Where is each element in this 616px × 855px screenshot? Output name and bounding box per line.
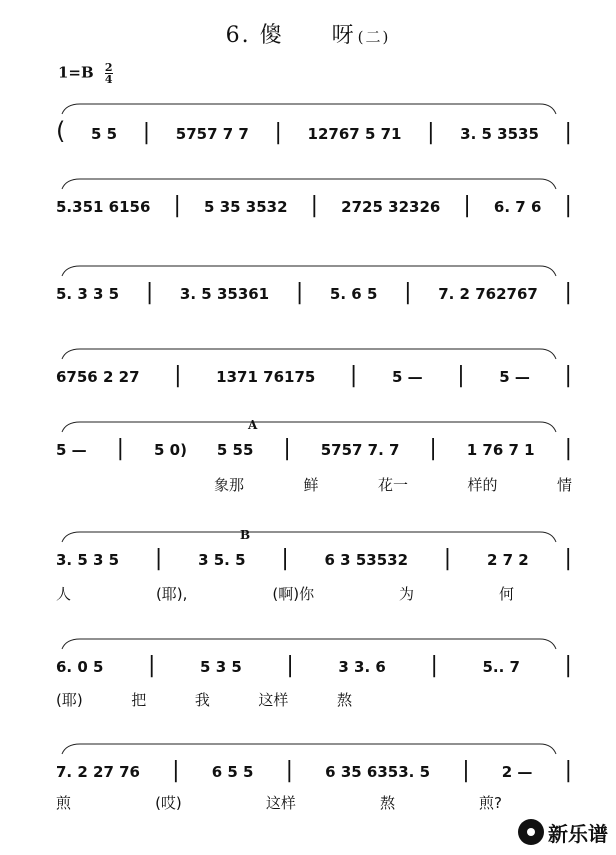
- note-group: 5757 7 7: [175, 125, 249, 143]
- lyric-word: 样的: [467, 476, 498, 494]
- logo-text: 新乐谱: [548, 821, 608, 846]
- time-denominator: 4: [104, 73, 113, 86]
- bar-line: |: [274, 120, 282, 145]
- note-group: 5.. 7: [482, 658, 520, 676]
- slur-curve: [62, 532, 556, 542]
- lyric-word: 这样: [258, 691, 289, 709]
- notation-line: [56, 653, 572, 678]
- note-group: 5 3 5: [200, 658, 242, 676]
- note-group: 5 —: [56, 441, 87, 459]
- bar-line: |: [173, 193, 181, 218]
- notation-line: [56, 363, 572, 388]
- slur-curve: [62, 349, 556, 359]
- bar-line: |: [310, 193, 319, 218]
- notation-line: [56, 758, 572, 783]
- lyrics-line-3: [56, 689, 572, 710]
- lyric-word: 情: [556, 476, 572, 494]
- bar-line: |: [564, 120, 572, 145]
- bar-line: |: [404, 280, 412, 305]
- lyric-word: 煎?: [479, 794, 502, 812]
- slur-curve: [62, 104, 556, 114]
- lyric-word: 这样: [265, 794, 296, 812]
- staff-row: [0, 528, 616, 578]
- lyric-word: 我: [194, 691, 210, 709]
- staff-row: [0, 418, 616, 468]
- note-group: 6 5 5: [211, 763, 254, 781]
- note-group: 5 55: [216, 441, 254, 459]
- bar-line: |: [564, 280, 572, 305]
- key-text: 1=B: [58, 63, 94, 82]
- lyric-word: 把: [131, 691, 147, 709]
- bar-line: |: [172, 758, 180, 783]
- staff-row: [0, 740, 616, 790]
- note-group: 5.351 6156: [56, 198, 151, 216]
- note-group: 5757 7. 7: [320, 441, 400, 459]
- bar-line: |: [564, 193, 572, 218]
- notation-line: [56, 546, 572, 571]
- bar-line: |: [174, 363, 182, 388]
- note-group: 7. 2 27 76: [56, 763, 140, 781]
- note-group: 2725 32326: [341, 198, 441, 216]
- lyric-word: 何: [498, 585, 514, 603]
- note-group: 5 0): [153, 441, 187, 459]
- note-group: 2 7 2: [486, 551, 529, 569]
- title-text: 6. 傻 呀: [225, 23, 356, 48]
- note-group: 5 5: [91, 125, 118, 143]
- lyrics-line-2: [56, 583, 572, 604]
- note-group: 3 3. 6: [338, 658, 386, 676]
- note-group: 1 76 7 1: [466, 441, 535, 459]
- lyric-word: 人: [56, 585, 72, 603]
- note-group: 2 —: [501, 763, 533, 781]
- bar-line: |: [142, 120, 151, 145]
- note-group: 5 —: [499, 368, 530, 386]
- bar-line: |: [443, 546, 452, 571]
- bar-line: |: [154, 546, 163, 571]
- bar-line: |: [564, 653, 572, 678]
- time-numerator: 2: [104, 61, 113, 74]
- note-group: 6. 0 5: [56, 658, 104, 676]
- bar-line: |: [295, 280, 304, 305]
- bar-line: |: [145, 280, 154, 305]
- note-group: 5. 3 3 5: [56, 285, 120, 303]
- bar-line: |: [283, 436, 291, 461]
- music-disc-icon: [518, 819, 544, 845]
- note-group: 6756 2 27: [56, 368, 140, 386]
- notation-line: [56, 193, 572, 218]
- lyric-word: (哎): [155, 794, 182, 812]
- note-group: 1371 76175: [216, 368, 316, 386]
- bar-line: |: [148, 653, 156, 678]
- note-group: 3. 5 3 5: [56, 551, 120, 569]
- lyric-word: (耶): [56, 691, 83, 709]
- score-title: [0, 18, 616, 49]
- bar-line: |: [564, 546, 572, 571]
- lyric-word: 象那: [214, 476, 245, 494]
- bar-line: |: [463, 193, 471, 218]
- lyric-word: 煎: [56, 794, 72, 812]
- lyrics-line-4: [56, 792, 572, 813]
- note-group: 12767 5 71: [307, 125, 402, 143]
- note-group: 5. 6 5: [329, 285, 378, 303]
- staff-row: [0, 175, 616, 225]
- notation-line: [56, 436, 572, 461]
- lyric-word: 熬: [379, 794, 395, 812]
- bar-line: |: [281, 546, 289, 571]
- staff-row: [0, 635, 616, 685]
- slur-curve: [62, 422, 556, 432]
- watermark-logo: [518, 817, 608, 847]
- lyric-word: (啊)你: [272, 585, 315, 603]
- lyric-word: (耶),: [155, 585, 188, 603]
- staff-row: [0, 262, 616, 312]
- note-group: 5 35 3532: [204, 198, 288, 216]
- bar-line: |: [116, 436, 125, 461]
- note-group: 6 35 6353. 5: [325, 763, 431, 781]
- note-group: 3. 5 3535: [460, 125, 539, 143]
- staff-row: [0, 345, 616, 395]
- bar-line: |: [564, 436, 572, 461]
- note-group: 5 —: [391, 368, 423, 386]
- slur-curve: [62, 179, 556, 189]
- bar-line: |: [430, 653, 438, 678]
- lyric-word: 花一: [377, 476, 408, 494]
- bar-line: |: [349, 363, 358, 388]
- key-signature: [58, 62, 113, 85]
- staff-row: [0, 100, 616, 150]
- note-group: 6. 7 6: [493, 198, 542, 216]
- section-mark: A: [248, 418, 258, 432]
- title-subtitle: (二): [357, 28, 391, 46]
- note-group: 6 3 53532: [324, 551, 409, 569]
- lyric-word: 熬: [336, 691, 352, 709]
- bar-line: |: [285, 758, 294, 783]
- bar-line: |: [457, 363, 465, 388]
- note-group: 7. 2 762767: [438, 285, 538, 303]
- note-group: (: [56, 117, 66, 145]
- bar-line: |: [564, 758, 572, 783]
- notation-line: [56, 117, 572, 145]
- time-signature: [105, 62, 113, 85]
- bar-line: |: [429, 436, 437, 461]
- slur-curve: [62, 266, 556, 276]
- section-mark: B: [240, 528, 251, 542]
- bar-line: |: [462, 758, 470, 783]
- slur-curve: [62, 744, 556, 754]
- bar-line: |: [564, 363, 572, 388]
- bar-line: |: [427, 120, 435, 145]
- slur-curve: [62, 639, 556, 649]
- lyric-word: 为: [399, 585, 415, 603]
- lyrics-line-1: [56, 474, 572, 495]
- note-group: 3. 5 35361: [179, 285, 270, 303]
- lyric-word: 鲜: [303, 476, 319, 494]
- notation-line: [56, 280, 572, 305]
- bar-line: |: [286, 653, 294, 678]
- note-group: 3 5. 5: [198, 551, 246, 569]
